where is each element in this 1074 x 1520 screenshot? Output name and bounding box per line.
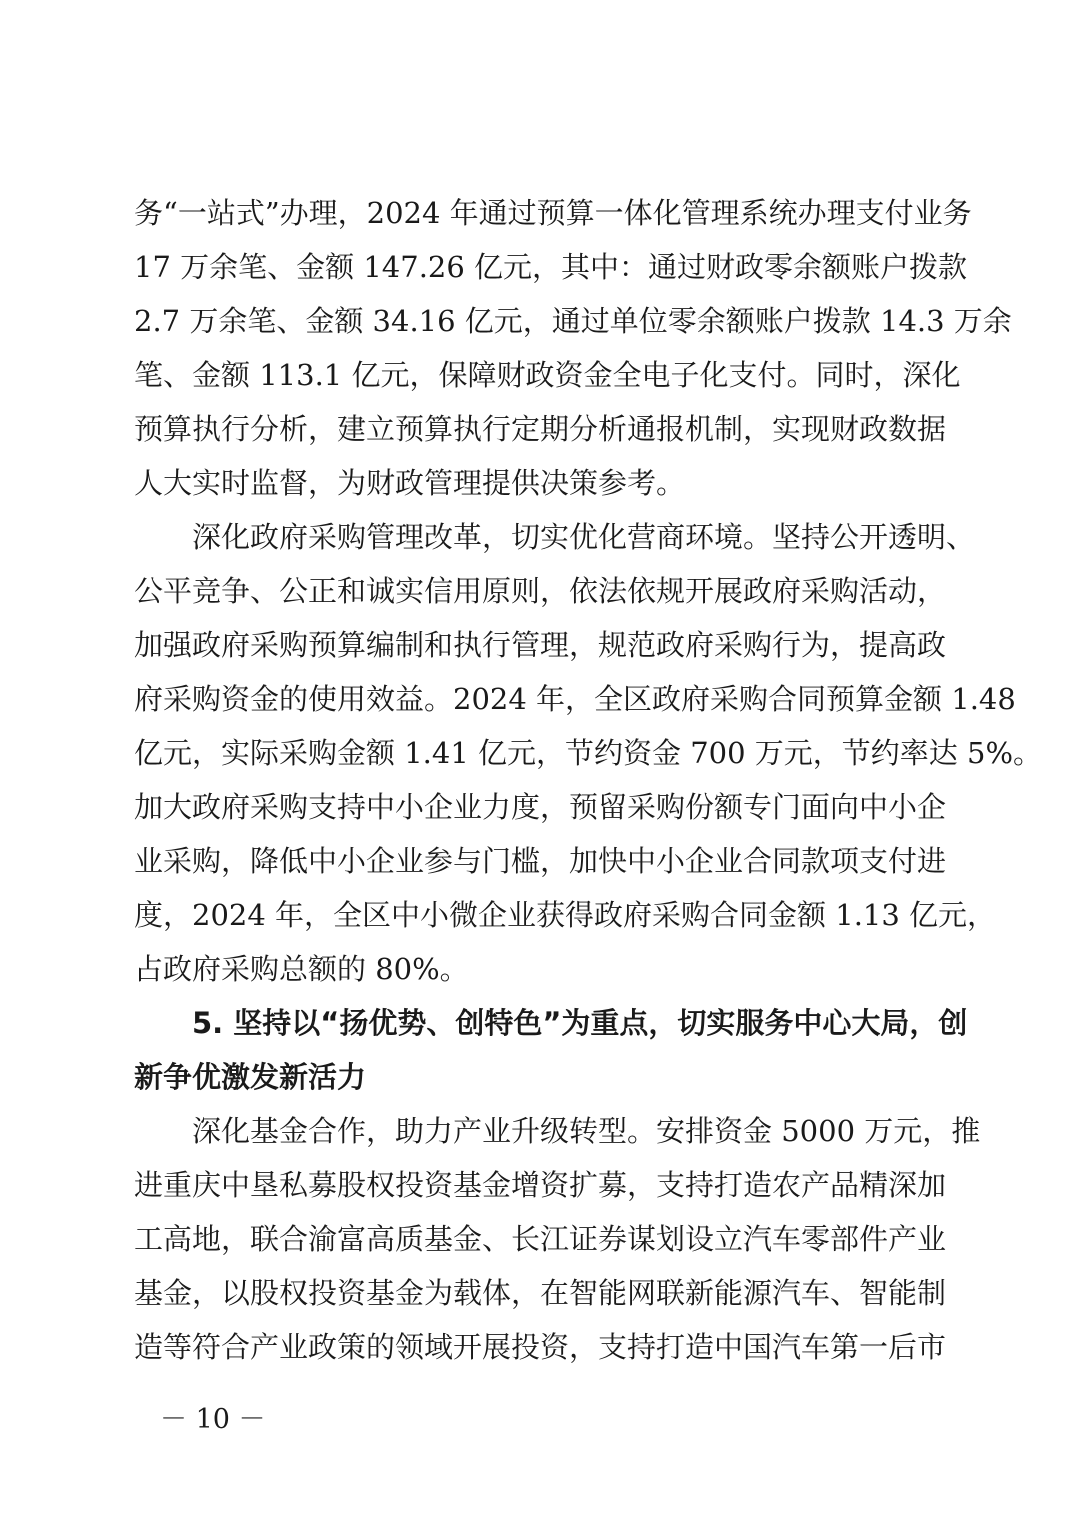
paragraph2-line-5: 亿元，实际采购金额 1.41 亿元，节约资金 700 万元，节约率达 5%。 [134,736,1043,770]
paragraph3-line-1-rest: 安排资金 5000 万元，推 [656,1114,981,1148]
paragraph1-line-2: 17 万余笔、金额 147.26 亿元，其中：通过财政零余额账户拨款 [134,250,968,284]
paragraph2-line-7: 业采购，降低中小企业参与门槛，加快中小企业合同款项支付进 [134,844,947,878]
paragraph2-line-1 [192,510,976,564]
paragraph3-line-3: 工高地，联合渝富高质基金、长江证券谋划设立汽车零部件产业 [134,1222,947,1256]
paragraph2-line-2: 公平竞争、公正和诚实信用原则，依法依规开展政府采购活动， [134,574,947,608]
paragraph3-line-4: 基金，以股权投资基金为载体，在智能网联新能源汽车、智能制 [134,1276,947,1310]
paragraph3-line-5: 造等符合产业政策的领域开展投资，支持打造中国汽车第一后市 [134,1330,947,1364]
paragraph2-line-3: 加强政府采购预算编制和执行管理，规范政府采购行为，提高政 [134,628,947,662]
paragraph3-lead: 深化基金合作，助力产业升级转型。 [192,1114,657,1148]
page-number: － 10 － [160,1404,266,1435]
paragraph2-line-1-rest: 坚持公开透明、 [772,520,976,554]
paragraph1-line-1: 务“一站式”办理，2024 年通过预算一体化管理系统办理支付业务 [134,196,972,230]
section-heading-5-line-1: 5. 坚持以“扬优势、创特色”为重点，切实服务中心大局，创 [192,1006,968,1040]
paragraph1-line-3: 2.7 万余笔、金额 34.16 亿元，通过单位零余额账户拨款 14.3 万余 [134,304,1012,338]
paragraph2-lead: 深化政府采购管理改革，切实优化营商环境。 [192,520,773,554]
paragraph2-line-8: 度，2024 年，全区中小微企业获得政府采购合同金额 1.13 亿元， [134,898,997,932]
paragraph2-line-9: 占政府采购总额的 80%。 [134,952,469,986]
paragraph1-line-4: 笔、金额 113.1 亿元，保障财政资金全电子化支付。同时，深化 [134,358,961,392]
paragraph3-line-2: 进重庆中垦私募股权投资基金增资扩募，支持打造农产品精深加 [134,1168,947,1202]
paragraph1-line-6: 人大实时监督，为财政管理提供决策参考。 [134,466,686,500]
paragraph1-line-5: 预算执行分析，建立预算执行定期分析通报机制，实现财政数据 [134,412,947,446]
paragraph2-line-6: 加大政府采购支持中小企业力度，预留采购份额专门面向中小企 [134,790,947,824]
paragraph3-line-1 [192,1104,981,1158]
paragraph2-line-4: 府采购资金的使用效益。2024 年，全区政府采购合同预算金额 1.48 [134,682,1016,716]
section-heading-5-line-2: 新争优激发新活力 [134,1060,367,1094]
